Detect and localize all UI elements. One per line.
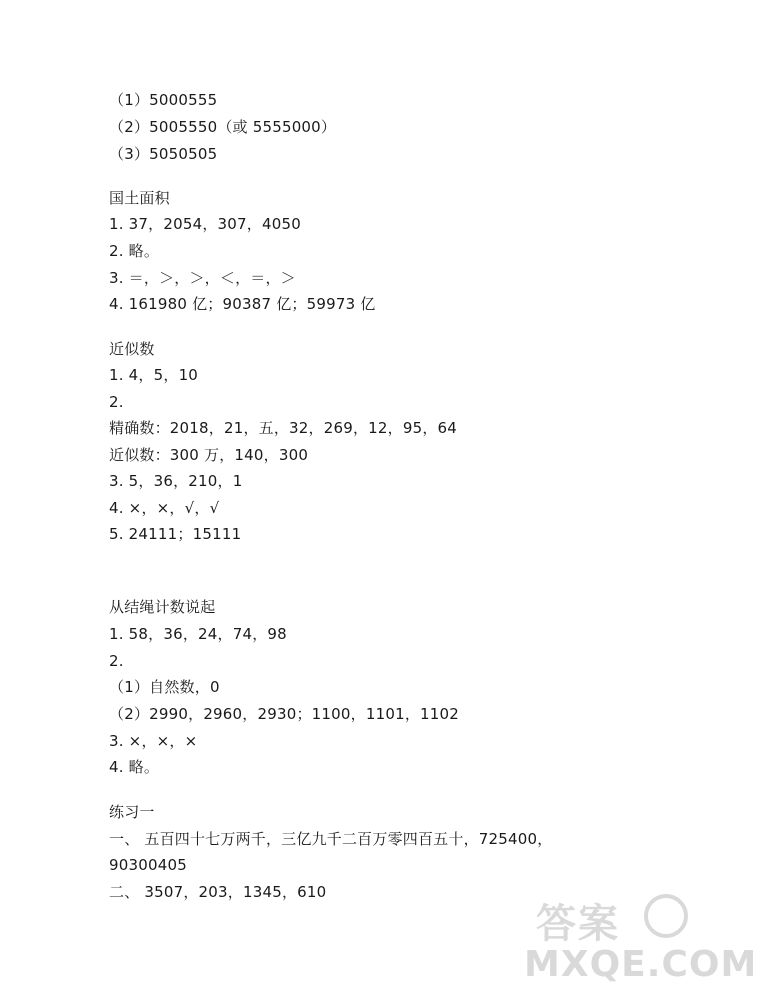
answer-line-19: 3. ×，×，×: [109, 732, 198, 750]
watermark-top-text: 答案: [536, 901, 620, 947]
section-heading-approximate: 近似数: [109, 340, 155, 358]
answer-line-8: 1. 4，5，10: [109, 366, 199, 384]
section-heading-exercise-one: 练习一: [109, 803, 155, 821]
answer-line-14: 5. 24111；15111: [109, 525, 242, 543]
watermark-logo: [516, 892, 757, 992]
section-heading-knot-counting: 从结绳计数说起: [109, 598, 216, 616]
answer-line-22: 90300405: [109, 856, 187, 874]
answer-line-3: （3）5050505: [109, 145, 218, 163]
answer-line-12: 3. 5，36，210，1: [109, 472, 243, 490]
answer-line-23: 二、 3507，203，1345，610: [109, 883, 327, 901]
answer-line-2: （2）5005550（或 5555000）: [109, 118, 337, 136]
answer-line-5: 2. 略。: [109, 242, 160, 260]
section-heading-land-area: 国土面积: [109, 189, 170, 207]
watermark-circle-icon: [644, 894, 688, 938]
answer-line-7: 4. 161980 亿；90387 亿；59973 亿: [109, 295, 376, 313]
answer-line-18: （2）2990，2960，2930；1100，1101，1102: [109, 705, 459, 723]
answer-line-6: 3. ＝，＞，＞，＜，＝，＞: [109, 269, 296, 287]
answer-line-9: 2.: [109, 393, 124, 411]
answer-line-4: 1. 37，2054，307，4050: [109, 215, 301, 233]
answer-line-13: 4. ×，×，√，√: [109, 499, 220, 517]
answer-line-20: 4. 略。: [109, 758, 160, 776]
answer-line-21: 一、 五百四十七万两千，三亿九千二百万零四百五十，725400，: [109, 830, 553, 848]
answer-line-11: 近似数：300 万，140，300: [109, 446, 309, 464]
answer-line-1: （1）5000555: [109, 91, 218, 109]
answer-line-10: 精确数：2018，21，五，32，269，12，95，64: [109, 419, 458, 437]
answer-line-15: 1. 58，36，24，74，98: [109, 625, 287, 643]
answer-line-17: （1）自然数，0: [109, 678, 220, 696]
watermark-bottom-text: MXQE.COM: [524, 944, 757, 985]
answer-line-16: 2.: [109, 652, 124, 670]
